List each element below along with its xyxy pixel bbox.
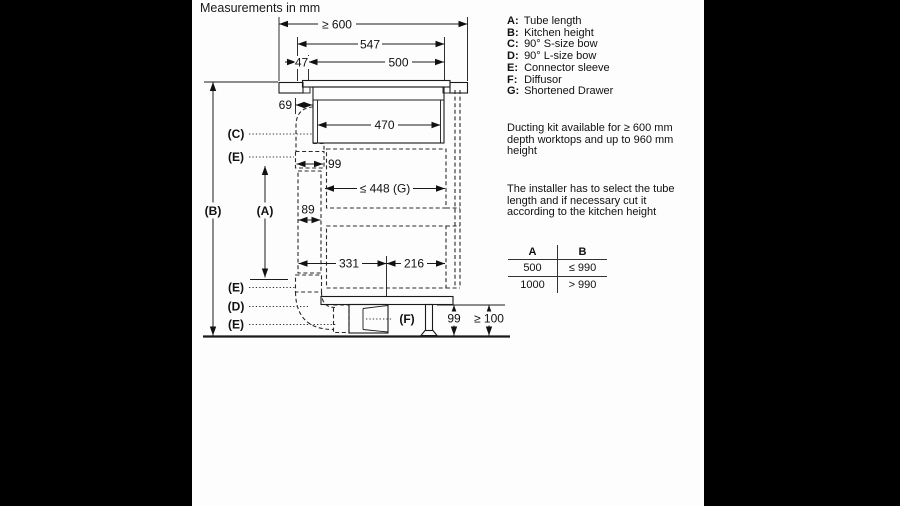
dim-tube-length-A xyxy=(250,166,288,280)
legend-label: Shortened Drawer xyxy=(524,85,614,98)
table-row xyxy=(508,260,607,277)
installation-diagram xyxy=(192,0,704,360)
table-row xyxy=(508,277,607,294)
dim-text-216: 216 xyxy=(403,256,425,271)
label-C: (C) xyxy=(227,127,245,141)
dim-text-99-plinth: 99 xyxy=(447,311,461,326)
dim-text-89: 89 xyxy=(301,202,315,217)
label-E-top-group xyxy=(228,150,294,164)
legend-key: D: xyxy=(507,50,519,63)
dim-text-47: 47 xyxy=(294,55,309,70)
legend-item xyxy=(507,86,613,98)
label-E-mid: (E) xyxy=(228,280,244,295)
s-bow-c xyxy=(296,107,324,152)
label-E-bottom-group xyxy=(228,318,336,332)
dim-text-470: 470 xyxy=(374,118,395,132)
dim-text-100: ≥ 100 xyxy=(474,311,504,326)
label-E-mid-group xyxy=(228,281,296,295)
legend-label: Kitchen height xyxy=(524,26,594,39)
label-E-top: (E) xyxy=(228,150,244,164)
connector-sleeve-bottom xyxy=(296,275,322,292)
table-cell: > 990 xyxy=(568,279,597,291)
table-cell: 500 xyxy=(508,260,558,277)
dim-547 xyxy=(298,37,445,81)
label-D: (D) xyxy=(227,299,245,314)
cabinet-foot xyxy=(421,305,437,336)
page-title: Measurements in mm xyxy=(200,1,321,15)
hob-plenum-box xyxy=(313,87,444,143)
dim-text-331: 331 xyxy=(338,256,360,271)
cabinet-side-wall xyxy=(446,90,460,288)
table-header-row xyxy=(508,245,607,260)
legend-key: F: xyxy=(507,73,518,86)
dim-text-69: 69 xyxy=(278,98,292,112)
legend-key: B: xyxy=(507,26,519,39)
dim-text-depth: ≥ 600 xyxy=(322,17,352,32)
dim-47-500 xyxy=(285,55,444,81)
worktop xyxy=(279,83,468,94)
dim-text-99-sleeve: 99 xyxy=(328,157,342,171)
legend-label: Tube length xyxy=(523,15,582,27)
dim-text-448: ≤ 448 (G) xyxy=(359,181,411,196)
l-bow-d xyxy=(296,292,350,333)
legend-label: 90° L-size bow xyxy=(524,50,597,63)
table-header-a: A xyxy=(508,245,558,260)
legend-key: A: xyxy=(507,15,519,27)
table-cell: ≤ 990 xyxy=(558,260,608,277)
hob-flange xyxy=(303,81,451,88)
legend-label: Diffusor xyxy=(524,73,562,86)
dim-text-547: 547 xyxy=(359,37,381,52)
legend-key: C: xyxy=(507,38,519,51)
label-B: (B) xyxy=(204,204,222,218)
label-E-bottom: (E) xyxy=(228,317,244,332)
legend-key: G: xyxy=(507,85,520,98)
diffusor xyxy=(349,305,393,334)
note-installer: The installer has to select the tube length and if necessary cut it according to the kitchen height xyxy=(507,183,675,219)
label-A: (A) xyxy=(256,204,274,218)
dim-470 xyxy=(318,118,441,132)
dim-clearance-100 xyxy=(471,305,508,336)
document-page xyxy=(192,0,704,506)
label-C-group xyxy=(228,127,312,141)
tube xyxy=(298,171,321,273)
cabinet-bottom-panel xyxy=(321,297,453,305)
legend-key: E: xyxy=(507,61,518,74)
legend-label: 90° S-size bow xyxy=(524,38,598,51)
tube-length-table xyxy=(508,245,607,293)
table-header-b: B xyxy=(558,245,608,260)
parts-legend xyxy=(507,16,613,98)
dim-text-500: 500 xyxy=(388,55,409,70)
note-ducting-kit: Ducting kit available for ≥ 600 mm depth worktops and up to 960 mm height xyxy=(507,122,674,158)
dim-448 xyxy=(325,182,445,196)
dim-69 xyxy=(279,98,313,114)
connector-sleeve-top xyxy=(296,152,342,172)
table-cell: 1000 xyxy=(508,277,558,294)
label-F: (F) xyxy=(399,312,415,326)
legend-label: Connector sleeve xyxy=(524,61,610,74)
